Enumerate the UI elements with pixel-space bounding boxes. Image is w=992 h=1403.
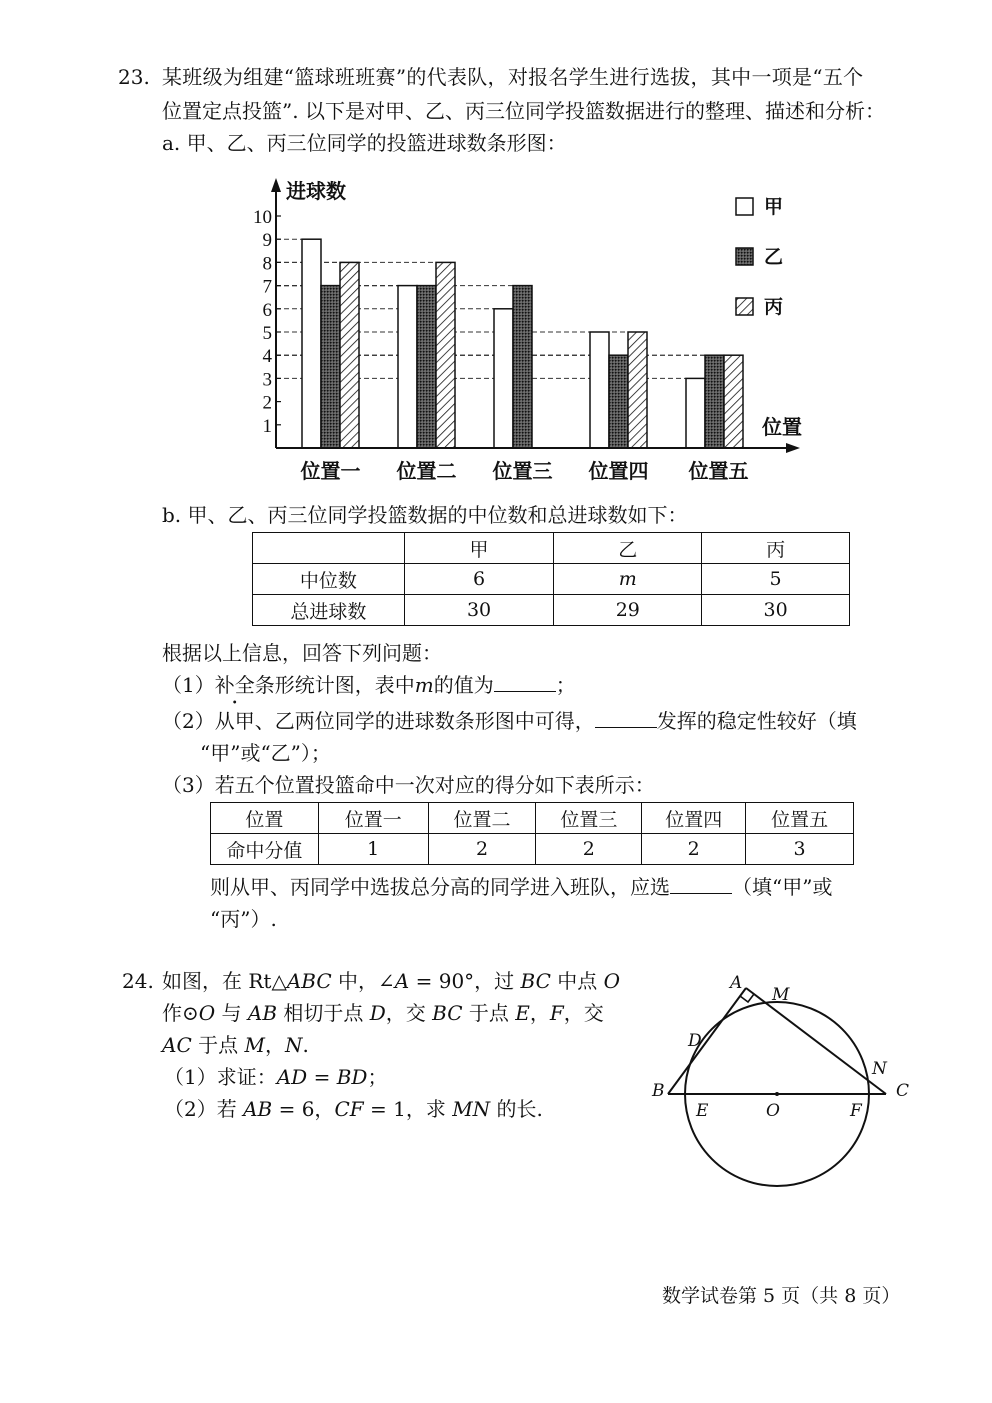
table-row xyxy=(211,834,854,865)
table-cell: 1 xyxy=(318,834,428,865)
label-a: A xyxy=(730,973,743,993)
table-cell xyxy=(253,533,405,564)
y-tick-label: 8 xyxy=(262,253,272,275)
text: ， xyxy=(529,1001,550,1025)
label-f: F xyxy=(850,1101,862,1121)
y-tick-label: 5 xyxy=(262,323,272,344)
table-cell: 丙 xyxy=(702,533,850,564)
q23-sub2 xyxy=(162,706,857,736)
table-cell: 6 xyxy=(404,564,554,595)
label-o: O xyxy=(766,1101,780,1121)
q24-line2 xyxy=(162,998,604,1028)
table-cell: 乙 xyxy=(554,533,702,564)
label-n: N xyxy=(872,1059,887,1079)
table-cell: 位置四 xyxy=(642,803,746,834)
math: AD xyxy=(276,1065,308,1089)
q24-number: 24. xyxy=(122,969,154,993)
math: AB xyxy=(243,1097,273,1121)
q24-sub2 xyxy=(164,1094,543,1124)
y-tick-label: 4 xyxy=(262,346,272,368)
table-cell: 中位数 xyxy=(253,564,405,595)
table-cell: 30 xyxy=(404,595,554,626)
text: = 90°，过 xyxy=(409,969,521,993)
answer-blank-2[interactable] xyxy=(595,707,657,728)
sub1-number: （1） xyxy=(162,673,215,697)
math: O xyxy=(198,1001,216,1025)
bar-乙-位置三 xyxy=(513,286,532,448)
text: ， xyxy=(264,1033,285,1057)
table-cell: m xyxy=(554,564,702,595)
table-row xyxy=(253,564,850,595)
x-category-label: 位置三 xyxy=(492,461,553,483)
sub2-text: 从甲、乙两位同学的进球数条形图中可得， xyxy=(214,709,595,733)
y-tick-label: 6 xyxy=(262,299,272,321)
table-cell: 甲 xyxy=(404,533,554,564)
segment-ab xyxy=(668,988,746,1094)
math: MN xyxy=(452,1097,491,1121)
math: E xyxy=(515,1001,530,1025)
y-tick-label: 7 xyxy=(262,276,272,298)
table-cell: 位置 xyxy=(211,803,319,834)
math: AC xyxy=(162,1033,192,1057)
text: （1）求证： xyxy=(164,1065,277,1089)
text: 于点 xyxy=(462,1001,516,1025)
q23-sub2-line2: “甲”或“乙”）； xyxy=(200,741,331,765)
q23-part-a: a. 甲、乙、丙三位同学的投篮进球数条形图： xyxy=(162,131,567,155)
table-cell: 2 xyxy=(642,834,746,865)
legend-swatch-甲 xyxy=(736,198,753,215)
table-cell: 总进球数 xyxy=(253,595,405,626)
sub3-tail-text: 则从甲、丙同学中选拔总分高的同学进入班队，应选 xyxy=(210,875,670,899)
right-angle-mark xyxy=(740,994,754,1002)
text: 中点 xyxy=(550,969,604,993)
q23-sub1 xyxy=(162,670,576,700)
label-b: B xyxy=(652,1081,665,1101)
sub2-number: （2） xyxy=(162,709,215,733)
math: BC xyxy=(432,1001,463,1025)
math: ABC xyxy=(286,969,332,993)
answer-blank-1[interactable] xyxy=(494,671,556,692)
table-cell: 30 xyxy=(702,595,850,626)
sub3-text: 若五个位置投篮命中一次对应的得分如下表所示： xyxy=(214,773,655,797)
table-row xyxy=(253,595,850,626)
bar-甲-位置四 xyxy=(590,332,609,448)
text: 与 xyxy=(215,1001,248,1025)
text: . xyxy=(302,1033,309,1057)
table-row xyxy=(211,803,854,834)
table-cell: 位置三 xyxy=(536,803,642,834)
math: N xyxy=(284,1033,303,1057)
table-cell: 29 xyxy=(554,595,702,626)
bar-乙-位置四 xyxy=(609,355,628,448)
math: BC xyxy=(520,969,551,993)
q23-sub3-tail2: “丙”）. xyxy=(210,907,277,931)
q23-intro: 根据以上信息，回答下列问题： xyxy=(162,641,442,665)
table-cell: 5 xyxy=(702,564,850,595)
text: = xyxy=(307,1065,337,1089)
sub1-var: m xyxy=(414,673,434,697)
bar-甲-位置一 xyxy=(302,239,321,448)
bar-甲-位置三 xyxy=(494,309,513,448)
legend-swatch-乙 xyxy=(736,248,753,265)
math: BD xyxy=(336,1065,368,1089)
text: 中，∠ xyxy=(331,969,395,993)
y-tick-label: 1 xyxy=(262,415,272,437)
bar-丙-位置二 xyxy=(436,262,455,448)
center-point xyxy=(775,1092,779,1096)
median-total-table xyxy=(252,532,850,626)
bar-甲-位置二 xyxy=(398,286,417,448)
y-tick-label: 9 xyxy=(262,230,272,252)
sub3-tail-text2: （填“甲”或 xyxy=(732,875,833,899)
table-cell: 位置二 xyxy=(428,803,536,834)
x-category-labels xyxy=(301,459,749,483)
q24-sub1 xyxy=(164,1062,387,1092)
y-axis-label: 进球数 xyxy=(286,181,346,203)
bar-丙-位置四 xyxy=(628,332,647,448)
q23-part-b: b. 甲、乙、丙三位同学投篮数据的中位数和总进球数如下： xyxy=(162,503,688,527)
table-cell: 3 xyxy=(746,834,854,865)
text: ，交 xyxy=(385,1001,433,1025)
bar-chart xyxy=(240,168,840,488)
sub1-end: ； xyxy=(555,673,576,697)
bar-甲-位置五 xyxy=(686,378,705,448)
label-m: M xyxy=(772,985,790,1005)
table-cell: 2 xyxy=(428,834,536,865)
legend-swatch-丙 xyxy=(736,298,753,315)
table-cell: 2 xyxy=(536,834,642,865)
table-row xyxy=(253,533,850,564)
y-tick-label: 2 xyxy=(262,392,272,414)
bar-丙-位置五 xyxy=(724,355,743,448)
x-axis-label: 位置 xyxy=(762,417,802,439)
text: = 6， xyxy=(272,1097,335,1121)
math: AB xyxy=(247,1001,278,1025)
bars-group xyxy=(302,239,743,448)
q24-line3 xyxy=(162,1030,309,1060)
legend xyxy=(736,196,783,318)
geometry-figure xyxy=(640,968,930,1188)
y-axis-arrow xyxy=(271,178,281,192)
label-c: C xyxy=(896,1081,910,1101)
text: ，交 xyxy=(563,1001,604,1025)
text: （2）若 xyxy=(164,1097,244,1121)
bar-乙-位置一 xyxy=(321,286,340,448)
label-d: D xyxy=(688,1031,702,1051)
bar-丙-位置一 xyxy=(340,262,359,448)
q23-sub3-tail1 xyxy=(210,872,832,902)
text: 相切于点 xyxy=(277,1001,370,1025)
math: O xyxy=(603,969,621,993)
legend-label-乙: 乙 xyxy=(764,247,784,268)
math: CF xyxy=(334,1097,364,1121)
x-category-label: 位置五 xyxy=(688,461,749,483)
bar-乙-位置二 xyxy=(417,286,436,448)
y-tick-label: 3 xyxy=(262,369,272,391)
math: A xyxy=(394,969,410,993)
segment-ac xyxy=(746,988,886,1094)
sub1-text2: 的值为 xyxy=(433,673,494,697)
label-e: E xyxy=(696,1101,709,1121)
legend-label-甲: 甲 xyxy=(764,197,784,218)
sub1-text: 条形统计图，表中 xyxy=(254,673,415,697)
q23-number: 23. xyxy=(118,65,150,89)
table-cell: 命中分值 xyxy=(211,834,319,865)
bar-乙-位置五 xyxy=(705,355,724,448)
sub1-emphasis: 补全 xyxy=(214,673,255,697)
sub3-number: （3） xyxy=(162,773,215,797)
q23-sub3 xyxy=(162,770,655,800)
page-footer: 数学试卷第 5 页（共 8 页） xyxy=(662,1285,901,1307)
math: F xyxy=(549,1001,564,1025)
q23-line1: 某班级为组建“篮球班班赛”的代表队，对报名学生进行选拔，其中一项是“五个 xyxy=(162,65,864,89)
answer-blank-3[interactable] xyxy=(670,873,732,894)
q24-line1 xyxy=(162,966,620,996)
text: 如图，在 Rt△ xyxy=(162,969,287,993)
legend-label-丙: 丙 xyxy=(764,297,784,318)
text: ； xyxy=(367,1065,388,1089)
x-category-label: 位置四 xyxy=(588,461,649,483)
text: = 1，求 xyxy=(363,1097,453,1121)
sub2-text2: 发挥的稳定性较好（填 xyxy=(656,709,857,733)
text: 于点 xyxy=(191,1033,245,1057)
text: 的长. xyxy=(490,1097,543,1121)
math: M xyxy=(244,1033,265,1057)
x-category-label: 位置二 xyxy=(396,461,457,483)
x-axis-arrow xyxy=(786,443,800,453)
text: 作⊙ xyxy=(162,1001,199,1025)
y-tick-label: 10 xyxy=(253,207,272,228)
math: D xyxy=(369,1001,386,1025)
table-cell: 位置五 xyxy=(746,803,854,834)
x-category-label: 位置一 xyxy=(300,461,361,483)
q23-line2: 位置定点投篮”. 以下是对甲、乙、丙三位同学投篮数据进行的整理、描述和分析： xyxy=(162,99,885,123)
table-cell: 位置一 xyxy=(318,803,428,834)
score-table xyxy=(210,802,854,865)
